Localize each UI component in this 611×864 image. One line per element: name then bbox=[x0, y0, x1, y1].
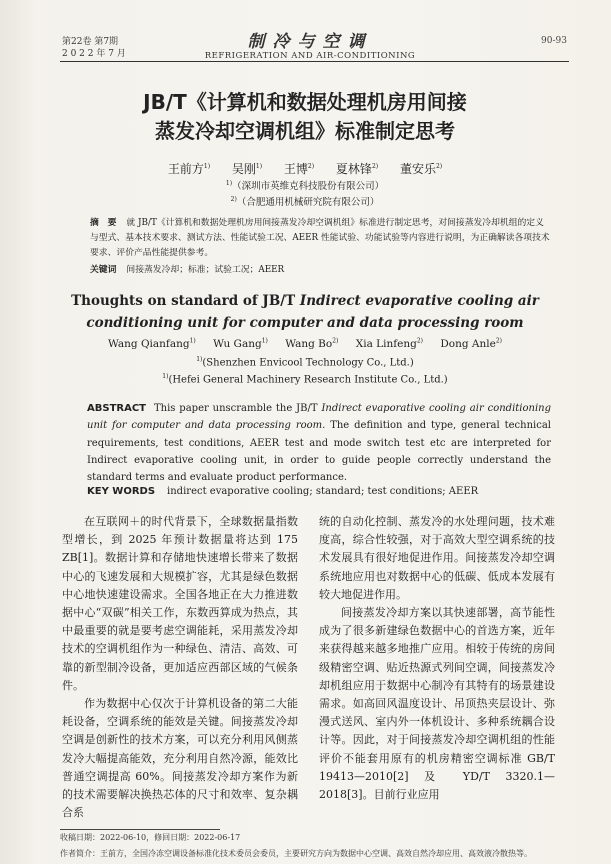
author-en: Dong Anle$^{2)}$ bbox=[440, 337, 503, 350]
affiliation-en-2: $^{1)}$(Hefei General Machinery Research Institute Co., Ltd.) bbox=[162, 373, 448, 386]
title-en: Thoughts on standard of JB/T Indirect evaporative cooling air conditioning unit for computer and data processing room bbox=[71, 293, 539, 331]
title-cn-line1: JB/T《计算机和数据处理机房用间接 bbox=[143, 90, 467, 114]
journal-title-en: REFRIGERATION AND AIR-CONDITIONING bbox=[204, 51, 416, 61]
keywords-cn-label: 关键词 bbox=[90, 265, 117, 275]
issue-date: 2 0 2 2 年 7 月 bbox=[62, 49, 126, 59]
author-en: Wu Gang$^{1)}$ bbox=[213, 337, 268, 350]
author-cn: 夏林锋$^{2)}$ bbox=[335, 162, 379, 176]
journal-title-cn: 制冷与空调 bbox=[247, 32, 373, 52]
abstract-cn-text: 就 JB/T《计算机和数据处理机房用间接蒸发冷却空调机组》标准进行制定思考，对间接蒸发冷却机组的定义与型式、基本技术要求、测试方法、性能试验工况、AEER 性能试验、功能试验等内容进行说明，为正确解读各项技术要求、评价产品性能提供参考。 bbox=[90, 218, 550, 258]
author-cn: 董安乐$^{2)}$ bbox=[399, 162, 443, 176]
title-cn bbox=[70, 88, 540, 146]
keywords-cn bbox=[90, 262, 550, 275]
abstract-en: ABSTRACT This paper unscramble the JB/T Indirect evaporative cooling air conditioning unit for computer and data processing room. The definition and type, general technical requirements, test conditions, AEER test and mode switch test etc are interpreted for Indirect evaporative cooling unit, in order to guide people correctly understand the standard terms and evaluate product performance. bbox=[87, 403, 551, 484]
page-range: 90-93 bbox=[541, 36, 567, 46]
keywords-en-label: KEY WORDS bbox=[87, 486, 156, 497]
affiliation-cn-2: $^{2)}$（合肥通用机械研究院有限公司） bbox=[230, 195, 380, 208]
author-bio: 作者简介：王前方，全国冷冻空调设备标准化技术委员会委员，主要研究方向为数据中心空调、高效自然冷却应用、高效液冷散热等。 bbox=[60, 849, 532, 858]
author-cn: 王前方$^{1)}$ bbox=[167, 162, 211, 176]
authors-cn bbox=[70, 160, 540, 177]
author-en: Wang Qianfang$^{1)}$ bbox=[107, 337, 196, 350]
header-divider bbox=[60, 61, 569, 62]
received-date: 收稿日期：2022-06-10，修回日期：2022-06-17 bbox=[60, 833, 241, 842]
body-column-right bbox=[319, 513, 555, 804]
footnote-divider bbox=[60, 829, 220, 830]
body-paragraph: 间接蒸发冷却方案以其快速部署，高节能性成为了很多新建绿色数据中心的首选方案，近年来获得越来越多地推广应用。相较于传统的房间级精密空调、贴近热源式列间空调，间接蒸发冷却机组应用于数据中心制冷有其特有的场景建设需求。如高回风温度设计、吊顶热夹层设计、弥漫式送风、室内外一体机设计、多种系统耦合设计等。因此，对于间接蒸发冷却空调机组的性能评价不能套用原有的机房精密空调标准 GB/T 19413—2010[2] 及 YD/T 3320.1—2018[3]。目前行业应用 bbox=[319, 606, 555, 802]
abstract-cn-label: 摘 要 bbox=[90, 218, 117, 228]
body-paragraph: 在互联网＋的时代背景下，全球数据量指数型增长，到 2025 年预计数据量将达到 175 ZB[1]。数据计算和存储地快速增长带来了数据中心的飞速发展和大规模扩容，尤其是绿色数据中心地快速建设需求。全国各地正在大力推进数据中心“双碳”相关工作，东数西算成为热点，其中最重要的就是要考虑空调能耗，采用蒸发冷却技术的空调机组作为一种绿色、清洁、高效、可靠的新型制冷设备，更加适应西部区域的气候条件。 bbox=[62, 515, 298, 692]
keywords-cn-text: 间接蒸发冷却；标准；试验工况；AEER bbox=[126, 265, 285, 275]
author-en: Wang Bo$^{2)}$ bbox=[285, 337, 339, 350]
author-cn: 吴刚$^{1)}$ bbox=[231, 162, 263, 176]
keywords-en-text: indirect evaporative cooling; standard; test conditions; AEER bbox=[167, 486, 479, 497]
volume-issue bbox=[62, 36, 126, 60]
author-en: Xia Linfeng$^{2)}$ bbox=[355, 337, 424, 350]
authors-en bbox=[60, 337, 550, 350]
author-cn: 王博$^{2)}$ bbox=[283, 162, 315, 176]
volume-issue-text: 第22卷 第7期 bbox=[62, 37, 119, 47]
affiliation-en-1: $^{1)}$(Shenzhen Envicool Technology Co., Ltd.) bbox=[196, 356, 414, 369]
abstract-cn bbox=[90, 216, 552, 261]
affiliation-cn-1: $^{1)}$（深圳市英维克科技股份有限公司） bbox=[225, 179, 385, 192]
body-paragraph: 作为数据中心仅次于计算机设备的第二大能耗设备，空调系统的能效是关键。间接蒸发冷却空调是创新性的技术方案，可以充分利用风侧蒸发冷大幅提高能效，充分利用自然冷源，能效比普通空调提高 60%。间接蒸发冷却方案作为新的技术需要解决换热芯体的尺寸和效率、复杂耦合系 bbox=[62, 697, 298, 820]
title-cn-line2: 蒸发冷却空调机组》标准制定思考 bbox=[155, 119, 455, 143]
body-paragraph: 统的自动化控制、蒸发冷的水处理问题，技术难度高，综合性较强，对于高效大型空调系统的技术发展具有很好地促进作用。间接蒸发冷却空调系统地应用也对数据中心的低碳、低成本发展有较大地促进作用。 bbox=[319, 515, 555, 601]
abstract-en-label: ABSTRACT bbox=[87, 403, 146, 414]
journal-masthead bbox=[180, 27, 440, 61]
body-column-left bbox=[62, 513, 298, 822]
keywords-en bbox=[87, 486, 551, 497]
